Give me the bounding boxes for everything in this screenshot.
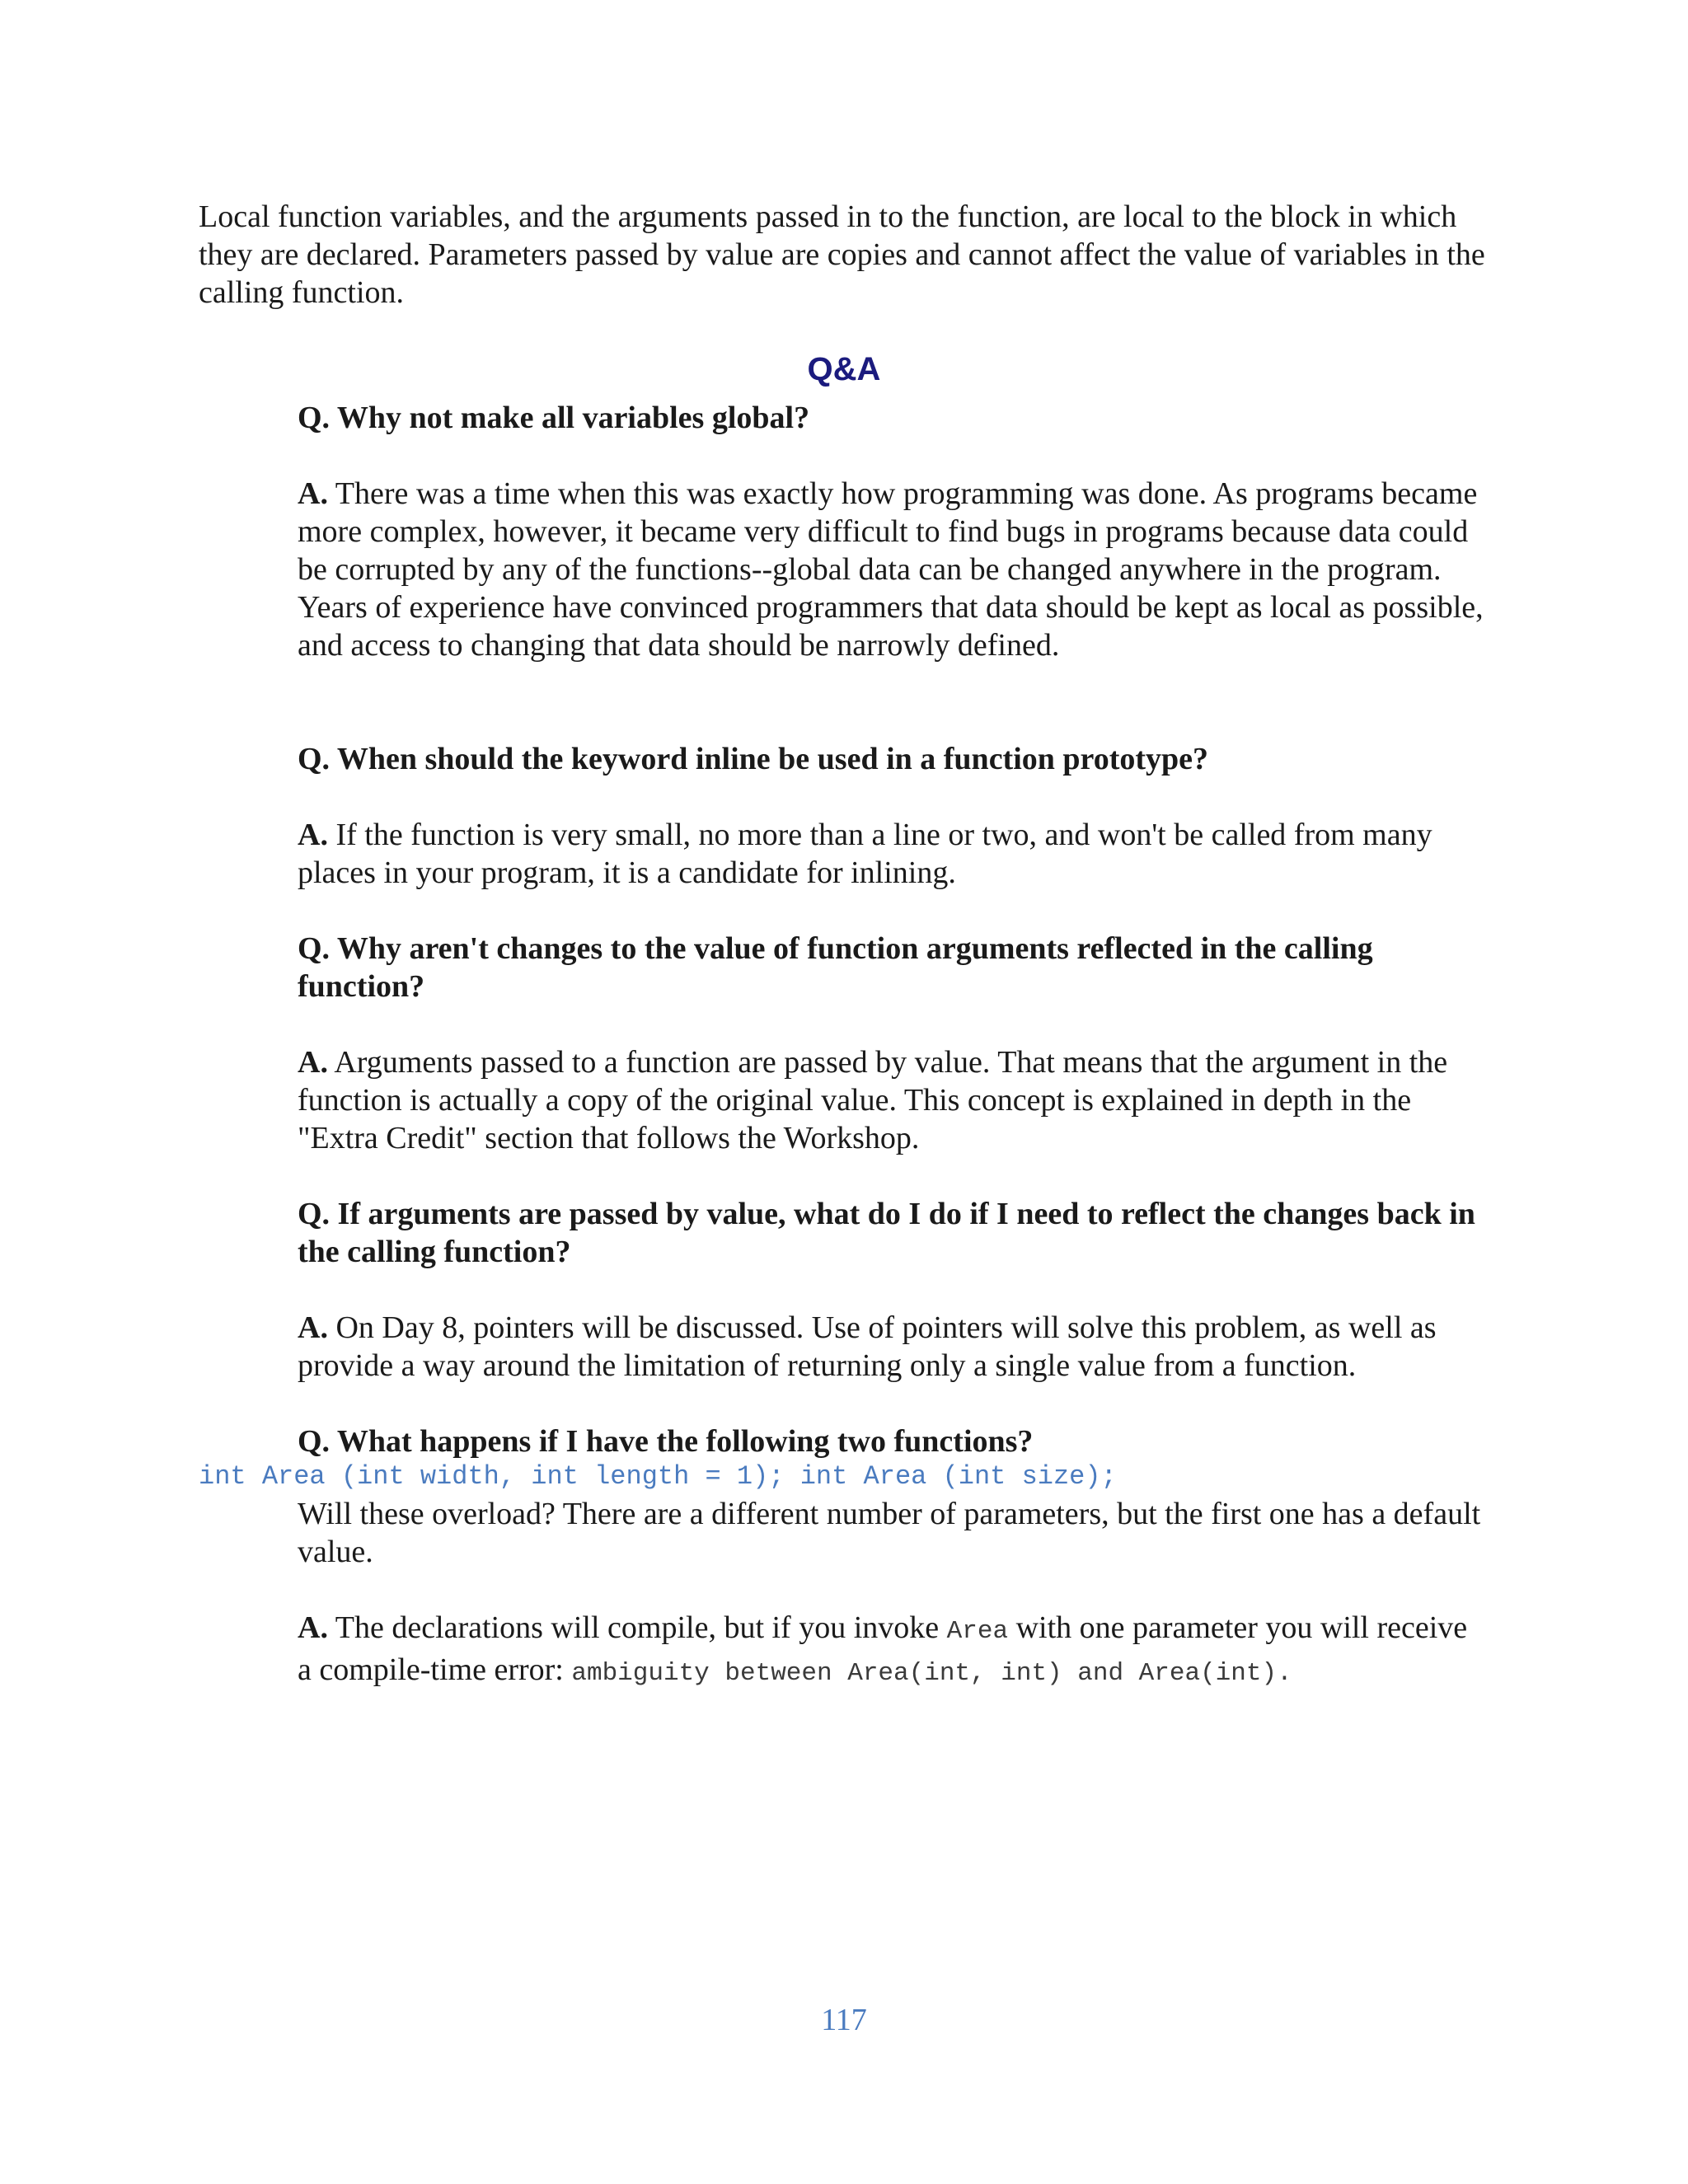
page-number: 117 (821, 2003, 867, 2037)
intro-paragraph: Local function variables, and the arguments passed in to the function, are local to the block in which they are declared. Parameters passed by value are copies and cannot affect the value of variables in the calling function. (199, 199, 1485, 310)
followup-question: Will these overload? There are a different number of parameters, but the first one has a default value. (298, 1497, 1481, 1569)
question-5: Q. What happens if I have the following two functions? (298, 1424, 1034, 1459)
answer-1 (298, 475, 1484, 664)
question-1: Q. Why not make all variables global? (298, 401, 810, 435)
answer-text: On Day 8, pointers will be discussed. Use of pointers will solve this problem, as well as provide a way around the limitation of returning only a single value from a function. (298, 1310, 1437, 1383)
answer-2 (298, 816, 1484, 892)
answer-4 (298, 1309, 1484, 1385)
answer-5 (298, 1609, 1484, 1693)
inline-code: ambiguity between Area(int, int) and Area(int). (571, 1659, 1292, 1688)
code-snippet: int Area (int width, int length = 1); int Area (int size); (199, 1461, 1117, 1492)
question-2: Q. When should the keyword inline be used in a function prototype? (298, 742, 1209, 776)
qa-heading: Q&A (807, 351, 881, 387)
answer-text: There was a time when this was exactly how programming was done. As programs became more complex, however, it became very difficult to find bugs in programs because data could be corrupted by any of the functions--global data can be changed anywhere in the program. Years of experience have convinced programmers that data should be kept as local as possible, and access to changing that data should be narrowly defined. (298, 476, 1484, 663)
answer-label: A. (298, 818, 328, 852)
answer-label: A. (298, 1310, 328, 1345)
answer-text: with one parameter you will receive a compile-time error: (298, 1610, 1468, 1687)
answer-3 (298, 1043, 1484, 1157)
answer-label: A. (298, 1610, 328, 1645)
answer-label: A. (298, 1045, 328, 1080)
question-3: Q. Why aren't changes to the value of function arguments reflected in the calling function? (298, 931, 1373, 1004)
inline-code: Area (946, 1617, 1009, 1646)
answer-label: A. (298, 476, 328, 511)
question-4: Q. If arguments are passed by value, what do I do if I need to reflect the changes back in the calling function? (298, 1197, 1475, 1269)
answer-text: If the function is very small, no more than a line or two, and won't be called from many places in your program, it is a candidate for inlining. (298, 818, 1432, 890)
answer-text: Arguments passed to a function are passed by value. That means that the argument in the function is actually a copy of the original value. This concept is explained in depth in the "Extra Credit" section that follows the Workshop. (298, 1045, 1448, 1155)
answer-text: The declarations will compile, but if you invoke (327, 1610, 947, 1645)
